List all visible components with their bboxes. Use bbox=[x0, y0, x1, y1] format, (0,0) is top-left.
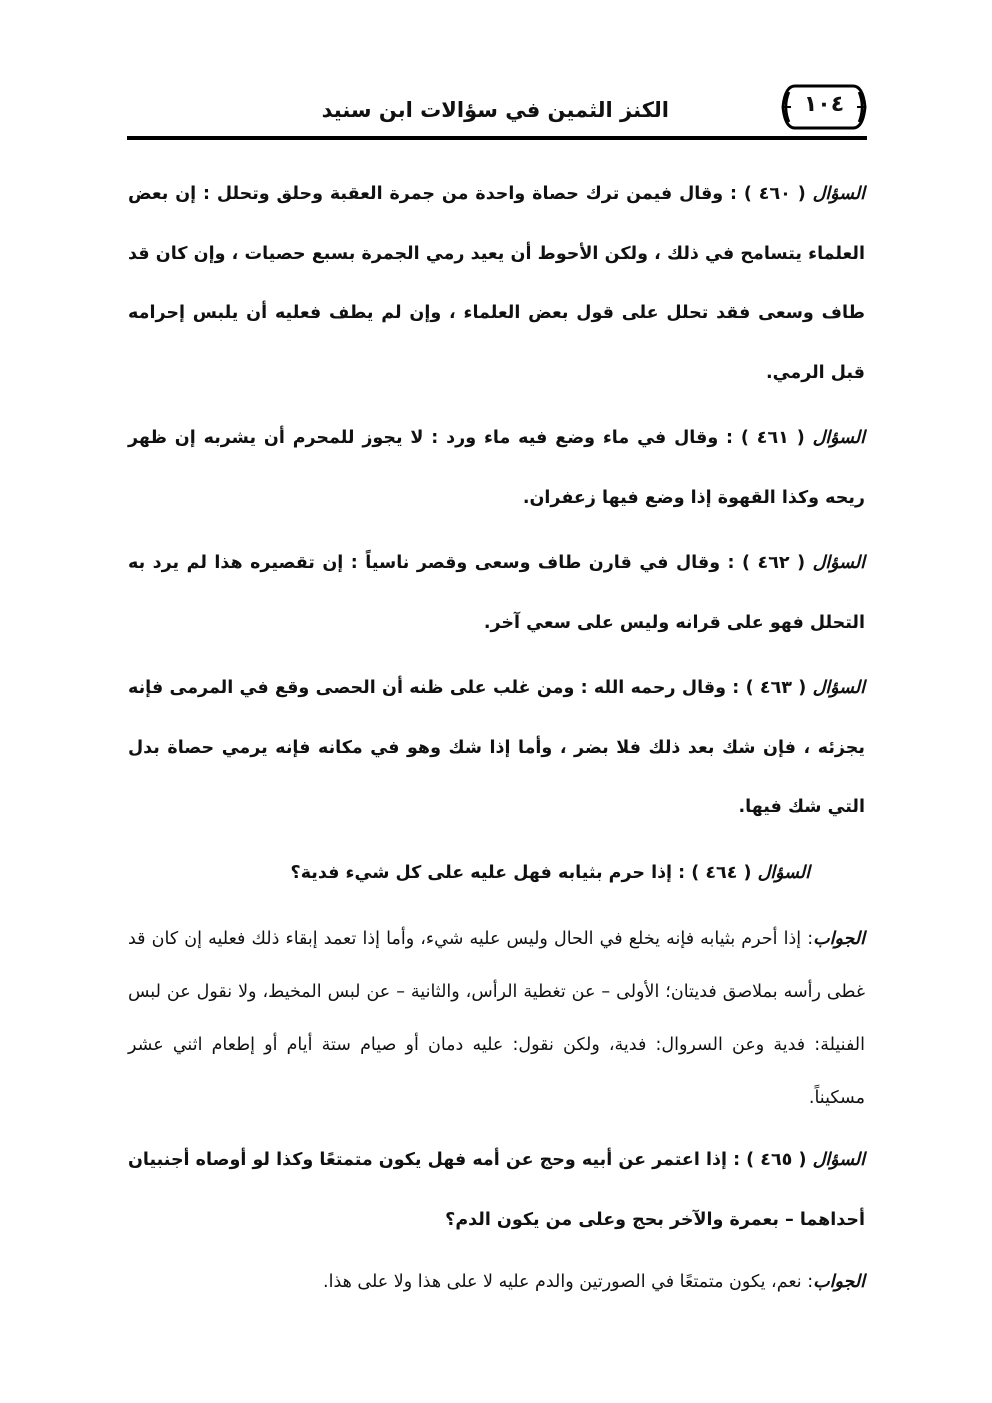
paragraph-lead: السؤال bbox=[812, 1150, 866, 1170]
paragraph-lead: السؤال bbox=[812, 428, 865, 448]
paragraph-text: ( ٤٦٣ ) : وقال رحمه الله : ومن غلب على ظنه أن الحصى وقع في المرمى فإنه يجزئه ، فإن شك بعد ذلك فلا بضر ، وأما إذا شك وهو في مكانه فإنه يرمي حصاة بدل التي شك فيها. bbox=[128, 678, 865, 817]
paragraph-lead: الجواب bbox=[813, 929, 865, 949]
page-number: ١٠٤ bbox=[803, 92, 845, 117]
paragraph-text: : نعم، يكون متمتعًا في الصورتين والدم عليه لا على هذا ولا على هذا. bbox=[323, 1272, 814, 1292]
paragraph-text: : إذا أحرم بثيابه فإنه يخلع في الحال وليس عليه شيء، وأما إذا تعمد إبقاء ذلك فعليه إن كان قد غطى رأسه بملاصق فديتان؛ الأولى – عن تغطية الرأس، والثانية – عن لبس المخيط، ولا نقول عن لبس الفنيلة: فدية وعن السروال: فدية، ولكن نقول: عليه دمان أو صيام ستة أيام أو إطعام اثني عشر مسكيناً. bbox=[128, 929, 865, 1108]
paragraph-lead: السؤال bbox=[812, 678, 865, 698]
paragraph-text: ( ٤٦١ ) : وقال في ماء وضع فيه ماء ورد : لا يجوز للمحرم أن يشربه إن ظهر ريحه وكذا القهوة إذا وضع فيها زعفران. bbox=[128, 428, 865, 508]
paragraph-text: ( ٤٦٠ ) : وقال فيمن ترك حصاة واحدة من جمرة العقبة وحلق وتحلل : إن بعض العلماء يتسامح في ذلك ، ولكن الأحوط أن يعيد رمي الجمرة بسبع حصيات ، وإن كان قد طاف وسعى فقد تحلل على قول بعض العلماء ، وإن لم يطف فعليه أن يلبس إحرامه قبل الرمي. bbox=[128, 184, 865, 383]
page-number-badge bbox=[781, 82, 867, 132]
question-paragraph bbox=[128, 844, 865, 904]
question-paragraph bbox=[128, 534, 865, 653]
header-rule bbox=[127, 136, 867, 140]
book-title: الكنز الثمين في سؤالات ابن سنيد bbox=[321, 98, 669, 122]
paragraph-text: ( ٤٦٥ ) : إذا اعتمر عن أبيه وحج عن أمه فهل يكون متمتعًا وكذا لو أوصاه أجنبيان أحداهما – بعمرة والآخر بحج وعلى من يكون الدم؟ bbox=[128, 1150, 865, 1230]
paragraph-lead: السؤال bbox=[812, 553, 865, 573]
paragraph-lead: السؤال bbox=[757, 862, 810, 883]
question-paragraph bbox=[128, 409, 865, 528]
page-header bbox=[127, 82, 867, 138]
question-paragraph bbox=[128, 659, 865, 838]
question-paragraph bbox=[128, 1131, 865, 1250]
answer-paragraph bbox=[128, 1256, 865, 1309]
answer-paragraph bbox=[128, 913, 865, 1125]
question-paragraph bbox=[128, 165, 865, 403]
page-body bbox=[128, 165, 865, 1315]
paragraph-lead: السؤال bbox=[812, 184, 865, 204]
paragraph-lead: الجواب bbox=[813, 1272, 865, 1292]
paragraph-text: ( ٤٦٢ ) : وقال في قارن طاف وسعى وقصر ناسياً : إن تقصيره هذا لم يرد به التحلل فهو على قرانه وليس على سعي آخر. bbox=[128, 553, 865, 633]
paragraph-text: ( ٤٦٤ ) : إذا حرم بثيابه فهل عليه على كل شيء فدية؟ bbox=[290, 862, 758, 883]
